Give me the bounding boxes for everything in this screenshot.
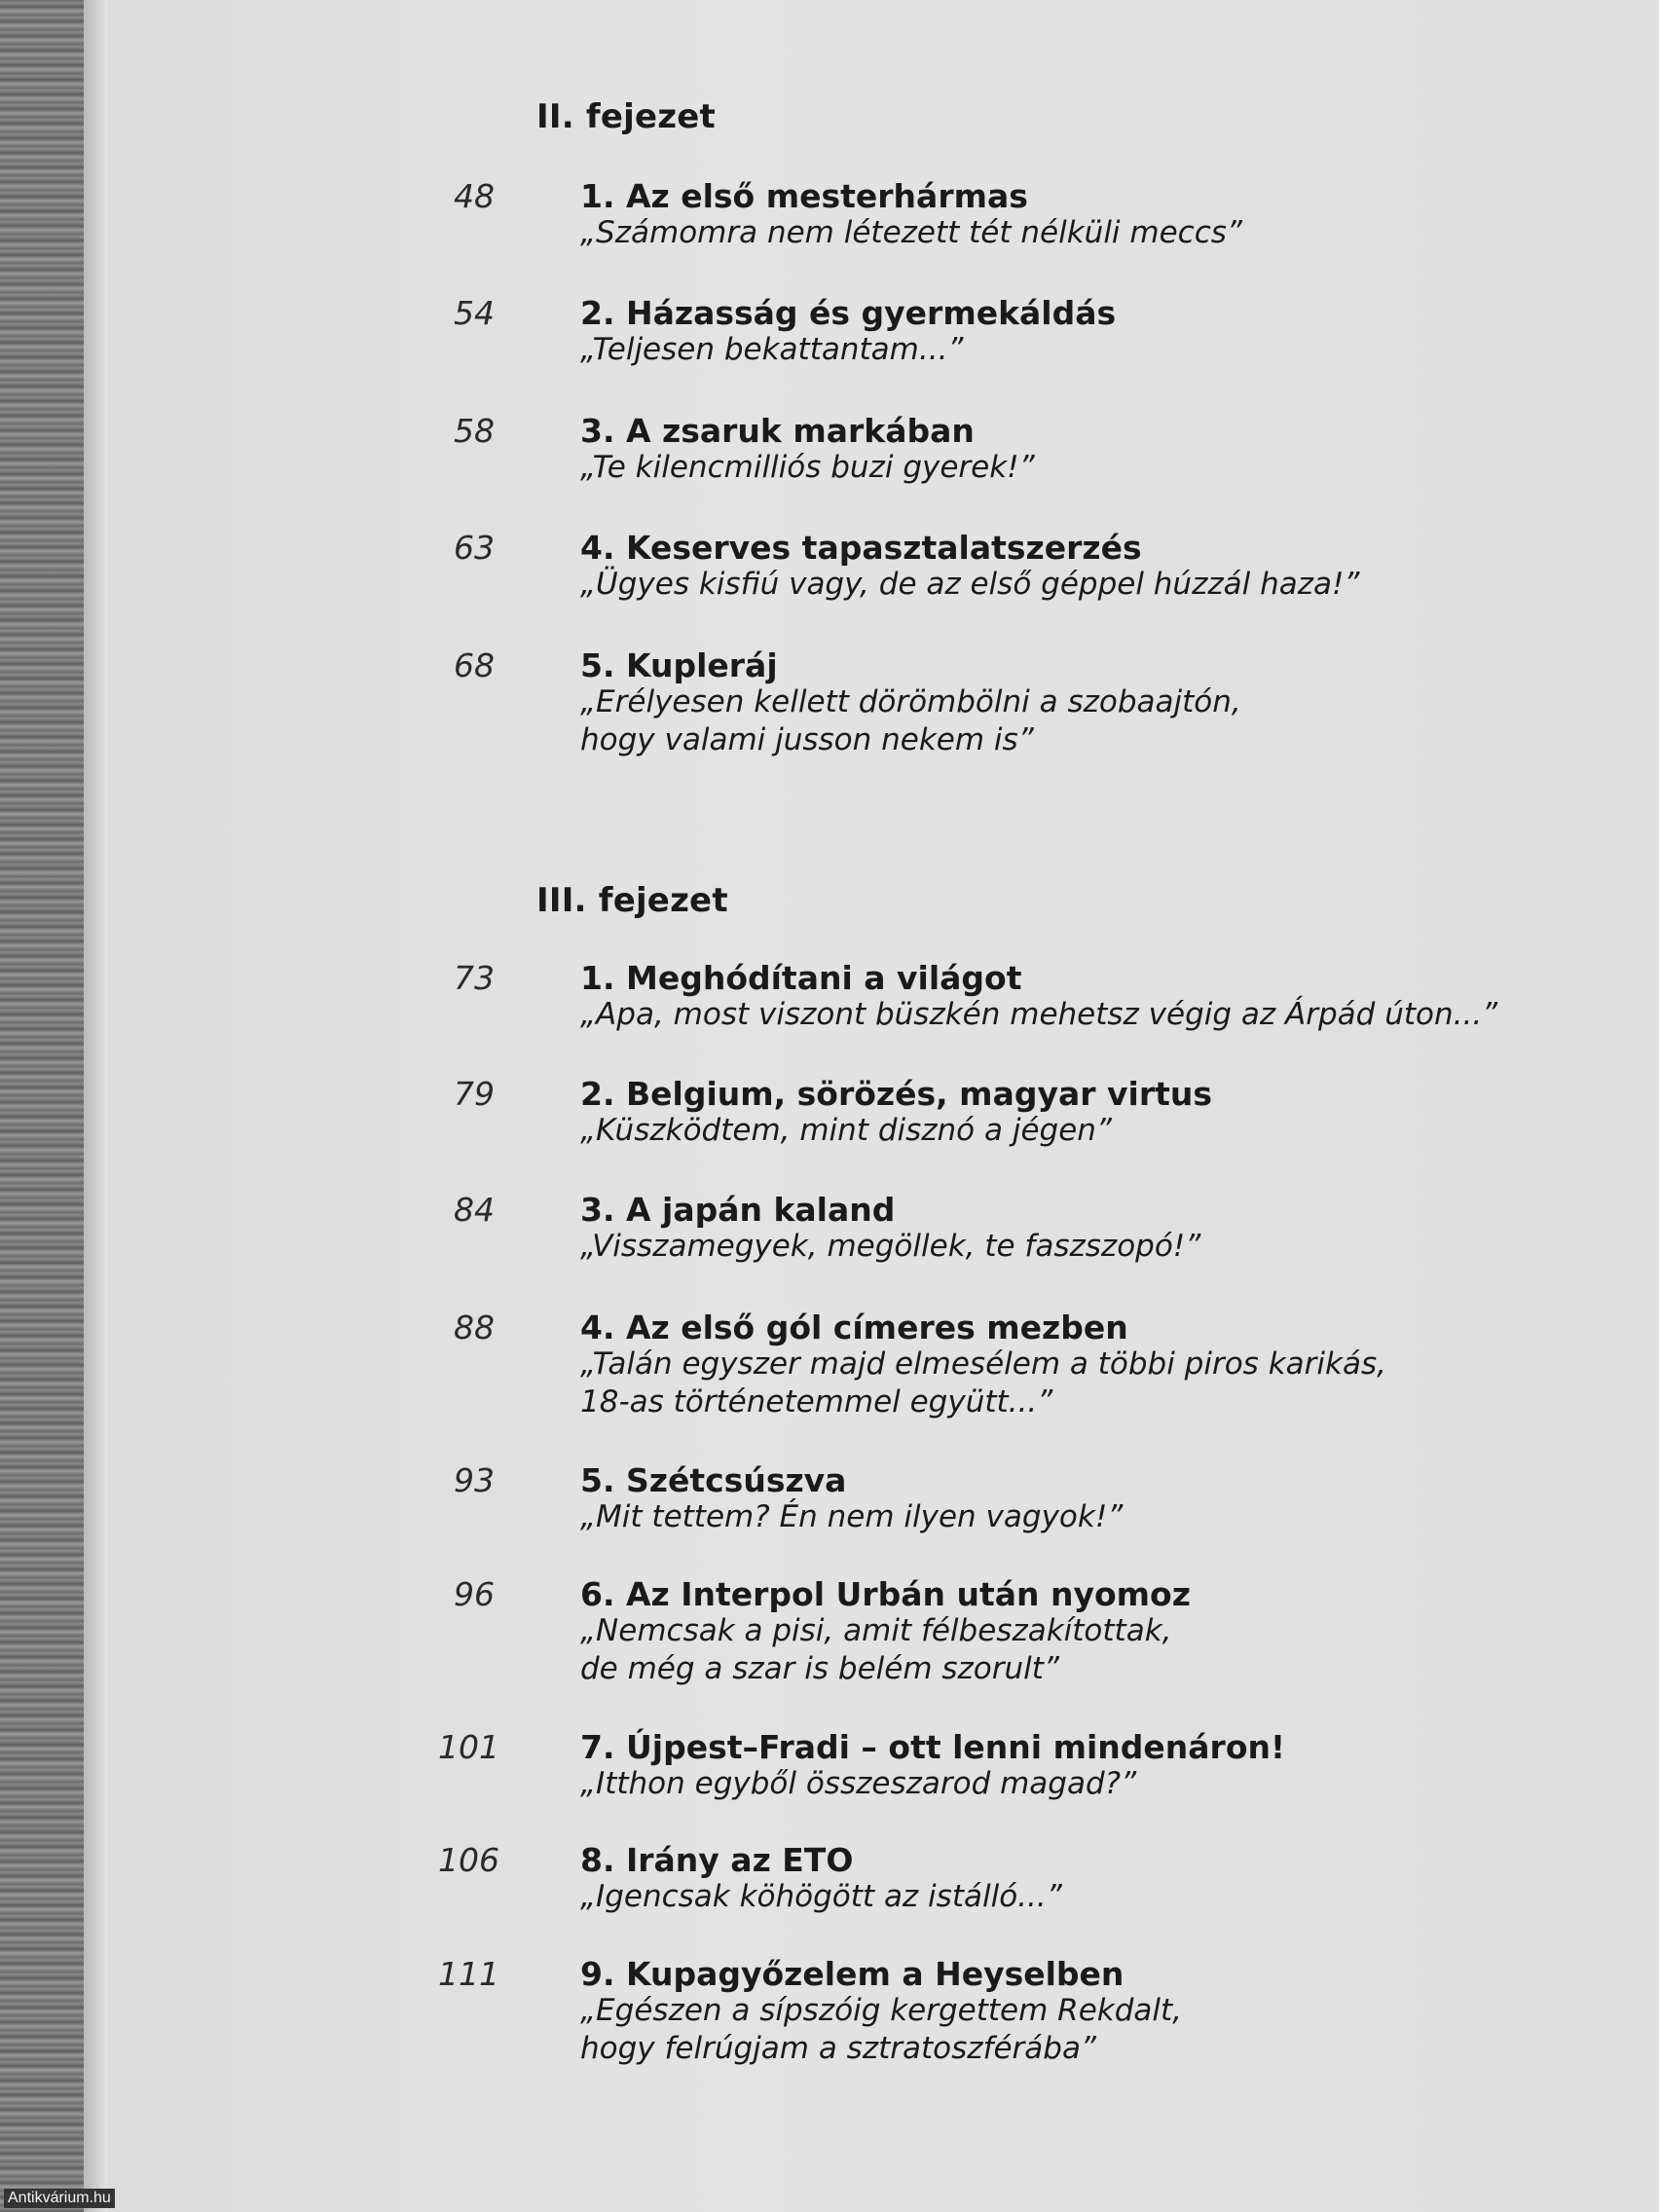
entry-title: 6. Az Interpol Urbán után nyomoz (580, 1575, 1191, 1613)
entry-title: 3. A japán kaland (580, 1191, 896, 1229)
page-number: 79 (454, 1075, 495, 1113)
page-number: 68 (454, 646, 495, 684)
entry-title: 5. Szétcsúszva (580, 1461, 847, 1499)
entry-quote: „Apa, most viszont büszkén mehetsz végig az Árpád úton...” (580, 997, 1498, 1032)
page-number: 111 (438, 1955, 499, 1993)
entry-title: 9. Kupagyőzelem a Heyselben (580, 1955, 1124, 1993)
entry-quote: „Te kilencmilliós buzi gyerek!” (580, 450, 1035, 485)
page-number: 48 (454, 177, 495, 215)
entry-title: 7. Újpest–Fradi – ott lenni mindenáron! (580, 1728, 1286, 1766)
page-number: 63 (454, 529, 495, 567)
entry-quote: „Teljesen bekattantam...” (580, 332, 964, 367)
entry-title: 2. Házasság és gyermekáldás (580, 294, 1117, 332)
entry-quote: „Visszamegyek, megöllek, te faszszopó!” (580, 1229, 1201, 1264)
page-number: 93 (454, 1461, 495, 1499)
page-number: 84 (454, 1191, 495, 1229)
entry-title: 5. Kupleráj (580, 646, 778, 684)
chapter-heading: II. fejezet (536, 97, 716, 136)
entry-quote: „Ügyes kisfiú vagy, de az első géppel húzzál haza!” (580, 567, 1360, 602)
entry-quote: „Itthon egyből összeszarod magad?” (580, 1766, 1137, 1801)
entry-quote: „Erélyesen kellett dörömbölni a szobaajtón, hogy valami jusson nekem is” (580, 684, 1241, 757)
page-number: 96 (454, 1575, 495, 1613)
page-number: 58 (454, 412, 495, 450)
entry-title: 4. Az első gól címeres mezben (580, 1309, 1128, 1346)
entry-quote: „Igencsak köhögött az istálló...” (580, 1879, 1062, 1914)
page-number: 54 (454, 294, 495, 332)
page-gutter (84, 0, 109, 2212)
page-number: 106 (438, 1841, 499, 1879)
entry-title: 8. Irány az ETO (580, 1841, 854, 1879)
entry-title: 2. Belgium, sörözés, magyar virtus (580, 1075, 1213, 1113)
entry-quote: „Nemcsak a pisi, amit félbeszakítottak, de még a szar is belém szorult” (580, 1613, 1172, 1686)
entry-title: 3. A zsaruk markában (580, 412, 975, 450)
chapter-heading: III. fejezet (536, 881, 728, 920)
page-number: 88 (454, 1309, 495, 1346)
entry-quote: „Küszködtem, mint disznó a jégen” (580, 1113, 1112, 1148)
book-spine (0, 0, 90, 2212)
entry-title: 4. Keserves tapasztalatszerzés (580, 529, 1142, 567)
entry-title: 1. Meghódítani a világot (580, 959, 1022, 997)
entry-title: 1. Az első mesterhármas (580, 177, 1028, 215)
entry-quote: „Számomra nem létezett tét nélküli meccs” (580, 215, 1242, 250)
entry-quote: „Egészen a sípszóig kergettem Rekdalt, hogy felrúgjam a sztratoszférába” (580, 1993, 1183, 2066)
watermark-label: Antikvárium.hu (4, 2189, 115, 2208)
page-number: 101 (438, 1728, 499, 1766)
entry-quote: „Mit tettem? Én nem ilyen vagyok!” (580, 1499, 1124, 1534)
page-number: 73 (454, 959, 495, 997)
entry-quote: „Talán egyszer majd elmesélem a többi piros karikás, 18-as történetemmel együtt...” (580, 1346, 1386, 1419)
